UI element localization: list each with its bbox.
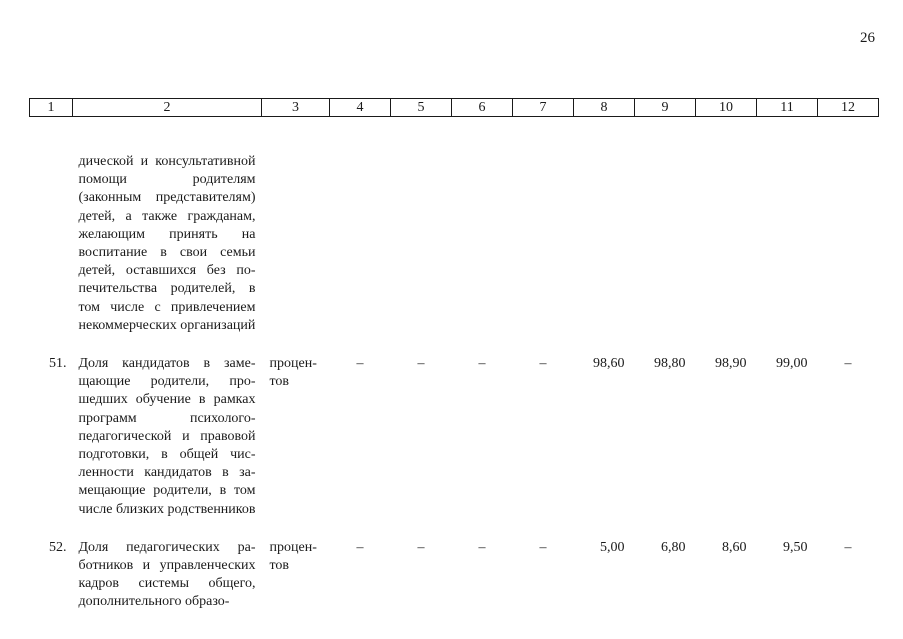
value-col9 <box>635 117 696 336</box>
col-header-4: 4 <box>330 99 391 117</box>
value-col5: – <box>417 539 425 555</box>
value-col7 <box>513 117 574 336</box>
value-col7: – <box>539 539 547 555</box>
unit: процентов <box>269 356 317 390</box>
table-row <box>30 117 879 336</box>
col-header-1: 1 <box>30 99 73 117</box>
value-col5: – <box>417 356 425 372</box>
col-header-11: 11 <box>757 99 818 117</box>
value-col5 <box>391 117 452 336</box>
value-col10: 98,90 <box>715 356 747 372</box>
indicator-name: Доля педагогических работников и управленческих кадров системы общего, дополнительного образо- <box>78 539 256 610</box>
value-col7: – <box>539 356 547 372</box>
value-col11 <box>757 117 818 336</box>
value-col4: – <box>356 539 364 555</box>
value-col11: 99,00 <box>776 356 808 372</box>
table-row <box>30 519 879 612</box>
column-number-header <box>30 99 879 117</box>
value-col8: 98,60 <box>593 356 625 372</box>
value-col10: 8,60 <box>722 539 747 555</box>
value-col4 <box>330 117 391 336</box>
value-col6: – <box>478 356 486 372</box>
value-col9: 6,80 <box>661 539 686 555</box>
col-header-9: 9 <box>635 99 696 117</box>
unit: процентов <box>269 539 317 574</box>
col-header-3: 3 <box>262 99 330 117</box>
indicator-name: дической и консультативной помощи родителям (законным представителям) детей, а также гражданам, желающим принять на воспитание в свои семьи детей, оставшихся без попечительства родителей, в том числе с привлечением некоммерческих организаций <box>78 154 256 333</box>
value-col9: 98,80 <box>654 356 686 372</box>
value-col8 <box>574 117 635 336</box>
value-col11: 9,50 <box>783 539 808 555</box>
col-header-2: 2 <box>73 99 262 117</box>
value-col12 <box>818 117 879 336</box>
page-number: 26 <box>860 30 875 46</box>
row-number: 51. <box>49 356 67 372</box>
unit <box>262 117 330 336</box>
table-row <box>30 335 879 519</box>
col-header-8: 8 <box>574 99 635 117</box>
col-header-7: 7 <box>513 99 574 117</box>
row-number <box>30 117 73 336</box>
indicator-name: Доля кандидатов в замещающие родители, прошедших обучение в рамках программ психолого-педагогической и правовой подготовки, в общей численности кандидатов в замещающие родители, в том числе близких родственников <box>78 356 256 517</box>
value-col8: 5,00 <box>600 539 625 555</box>
row-number: 52. <box>49 539 67 555</box>
indicators-table <box>29 98 879 612</box>
col-header-10: 10 <box>696 99 757 117</box>
value-col12: – <box>844 356 852 372</box>
value-col6 <box>452 117 513 336</box>
value-col4: – <box>356 356 364 372</box>
value-col10 <box>696 117 757 336</box>
value-col12: – <box>844 539 852 555</box>
col-header-5: 5 <box>391 99 452 117</box>
col-header-12: 12 <box>818 99 879 117</box>
value-col6: – <box>478 539 486 555</box>
col-header-6: 6 <box>452 99 513 117</box>
